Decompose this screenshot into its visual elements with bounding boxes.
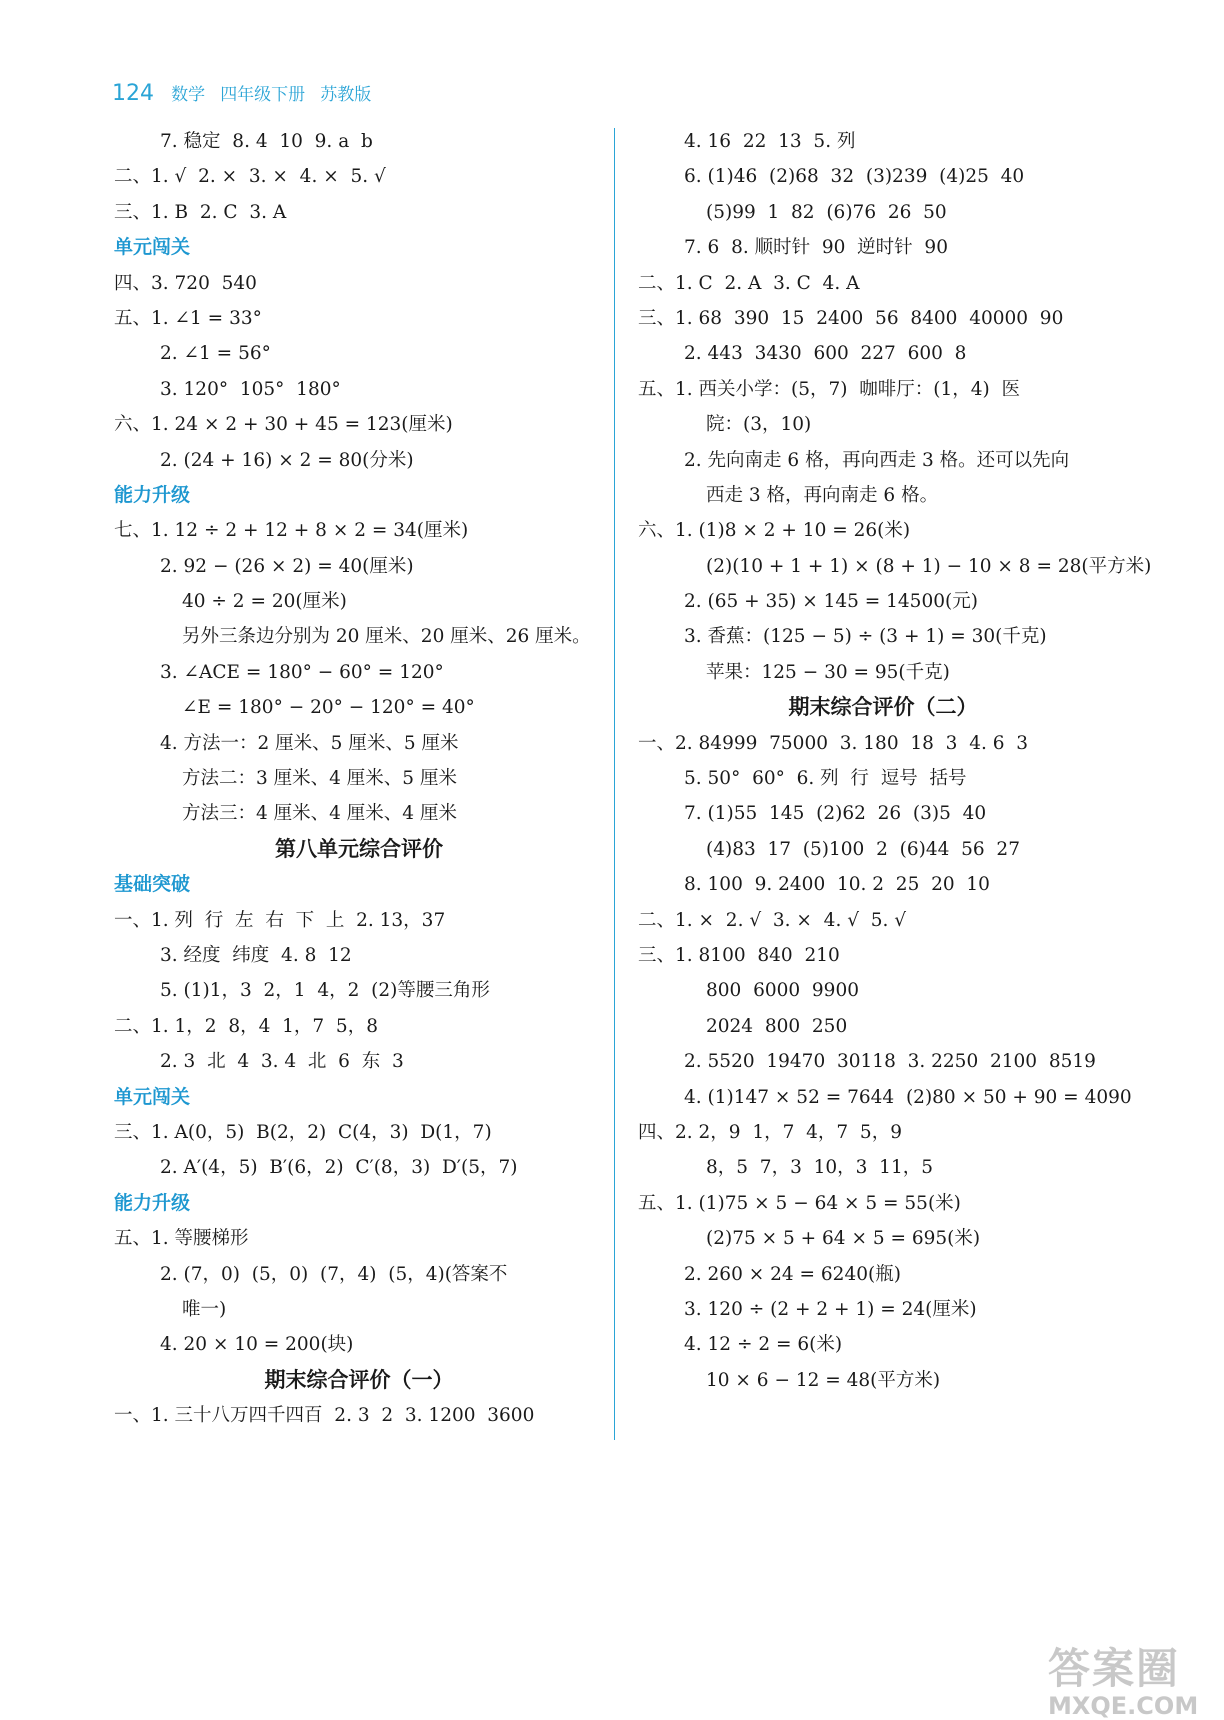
answer-line: 五、1. 等腰梯形 [114, 1228, 249, 1250]
answer-line: 2. 92 − (26 × 2) = 40(厘米) [160, 555, 414, 577]
answer-line: 7. 稳定 8. 4 10 9. a b [160, 131, 373, 152]
answer-line: 2. 260 × 24 = 6240(瓶) [684, 1263, 901, 1285]
answer-line: 7. (1)55 145 (2)62 26 (3)5 40 [684, 803, 987, 825]
answer-line: 2. A′(4，5) B′(6，2) C′(8，3) D′(5，7) [160, 1157, 518, 1179]
answer-line: 二、1. √ 2. × 3. × 4. × 5. √ [114, 166, 386, 188]
answer-line: 三、1. A(0，5) B(2，2) C(4，3) D(1，7) [114, 1121, 492, 1143]
answer-line: 4. 方法一：2 厘米、5 厘米、5 厘米 [160, 732, 459, 754]
answer-line: 2. ∠1 = 56° [160, 343, 271, 365]
answer-line: (2)(10 + 1 + 1) × (8 + 1) − 10 × 8 = 28(平方米) [706, 555, 1152, 577]
answer-line: 3. 120 ÷ (2 + 2 + 1) = 24(厘米) [684, 1298, 977, 1320]
answer-line: 三、1. B 2. C 3. A [114, 201, 287, 223]
answer-line: 6. (1)46 (2)68 32 (3)239 (4)25 40 [684, 166, 1025, 188]
page-header [112, 80, 381, 106]
answer-line: 五、1. (1)75 × 5 − 64 × 5 = 55(米) [638, 1192, 961, 1214]
answer-line: 一、1. 三十八万四千四百 2. 3 2 3. 1200 3600 [114, 1405, 535, 1427]
answer-line: 4. 20 × 10 = 200(块) [160, 1334, 354, 1356]
answer-line: 3. 香蕉：(125 − 5) ÷ (3 + 1) = 30(千克) [684, 626, 1047, 648]
answer-line: 四、3. 720 540 [114, 272, 257, 294]
answer-line: 六、1. 24 × 2 + 30 + 45 = 123(厘米) [114, 414, 453, 436]
left-column [114, 124, 604, 1433]
answer-line: 2. 5520 19470 30118 3. 2250 2100 8519 [684, 1051, 1096, 1073]
answer-line: 3. ∠ACE = 180° − 60° = 120° [160, 661, 444, 683]
answer-line: 五、1. ∠1 = 33° [114, 307, 262, 329]
answer-line: 2. (65 + 35) × 145 = 14500(元) [684, 591, 978, 613]
answer-line: 四、2. 2，9 1，7 4，7 5，9 [638, 1121, 902, 1143]
answer-line: 2024 800 250 [706, 1015, 848, 1037]
answer-line: 方法三：4 厘米、4 厘米、4 厘米 [182, 803, 457, 825]
answer-line: (2)75 × 5 + 64 × 5 = 695(米) [706, 1228, 981, 1250]
answer-line: 另外三条边分别为 20 厘米、20 厘米、26 厘米。 [182, 626, 591, 648]
right-column [638, 124, 1152, 1398]
answer-line: 4. 16 22 13 5. 列 [684, 131, 856, 152]
section-heading: 单元闯关 [114, 1085, 191, 1108]
answer-line: 院：(3，10) [706, 414, 812, 436]
watermark-logo-text: 答案圈 [1048, 1644, 1181, 1693]
answer-line: 3. 120° 105° 180° [160, 378, 341, 400]
answer-line: 二、1. 1，2 8，4 1，7 5，8 [114, 1015, 378, 1037]
section-heading: 单元闯关 [114, 236, 191, 259]
answer-line: (5)99 1 82 (6)76 26 50 [706, 201, 947, 223]
grade-label: 四年级下册 [220, 85, 306, 105]
page-number: 124 [112, 81, 154, 106]
answer-line: 二、1. × 2. √ 3. × 4. √ 5. √ [638, 909, 907, 931]
column-divider [614, 128, 615, 1440]
answer-line: 七、1. 12 ÷ 2 + 12 + 8 × 2 = 34(厘米) [114, 520, 469, 542]
answer-line: 40 ÷ 2 = 20(厘米) [182, 591, 347, 613]
answer-line: 三、1. 68 390 15 2400 56 8400 40000 90 [638, 307, 1064, 329]
answer-line: 2. 3 北 4 3. 4 北 6 东 3 [160, 1051, 404, 1073]
answer-line: 7. 6 8. 顺时针 90 逆时针 90 [684, 237, 948, 259]
chapter-title: 期末综合评价（一） [264, 1367, 454, 1392]
answer-line: 4. (1)147 × 52 = 7644 (2)80 × 50 + 90 = 4090 [684, 1086, 1132, 1108]
answer-line: 2. (7，0) (5，0) (7，4) (5，4)(答案不 [160, 1263, 508, 1285]
answer-line: 西走 3 格，再向南走 6 格。 [706, 484, 939, 506]
watermark-url: MXQE.COM [1048, 1692, 1199, 1720]
chapter-title: 期末综合评价（二） [788, 695, 978, 720]
answer-line: 二、1. C 2. A 3. C 4. A [638, 272, 860, 294]
answer-line: 4. 12 ÷ 2 = 6(米) [684, 1334, 843, 1356]
answer-line: 800 6000 9900 [706, 980, 859, 1002]
answer-line: 8，5 7，3 10，3 11，5 [706, 1157, 933, 1179]
answer-line: ∠E = 180° − 20° − 120° = 40° [182, 697, 475, 719]
section-heading: 能力升级 [114, 1191, 191, 1214]
answer-line: 六、1. (1)8 × 2 + 10 = 26(米) [638, 520, 911, 542]
answer-line: (4)83 17 (5)100 2 (6)44 56 27 [706, 838, 1020, 860]
answer-line: 一、2. 84999 75000 3. 180 18 3 4. 6 3 [638, 732, 1029, 754]
answer-line: 10 × 6 − 12 = 48(平方米) [706, 1369, 941, 1391]
section-heading: 能力升级 [114, 483, 191, 506]
answer-line: 2. 443 3430 600 227 600 8 [684, 343, 967, 365]
answer-line: 方法二：3 厘米、4 厘米、5 厘米 [182, 768, 457, 790]
subject-label: 数学 [171, 85, 206, 105]
answer-line: 五、1. 西关小学：(5，7) 咖啡厅：(1，4) 医 [638, 378, 1021, 400]
answer-line: 唯一) [182, 1298, 227, 1320]
answer-line: 8. 100 9. 2400 10. 2 25 20 10 [684, 874, 990, 896]
answer-line: 2. (24 + 16) × 2 = 80(分米) [160, 449, 414, 471]
section-heading: 基础突破 [114, 873, 191, 896]
answer-line: 5. (1)1，3 2，1 4，2 (2)等腰三角形 [160, 980, 490, 1002]
answer-line: 一、1. 列 行 左 右 下 上 2. 13，37 [114, 909, 446, 931]
answer-line: 2. 先向南走 6 格，再向西走 3 格。还可以先向 [684, 449, 1070, 471]
chapter-title: 第八单元综合评价 [275, 836, 443, 861]
answer-line: 5. 50° 60° 6. 列 行 逗号 括号 [684, 768, 967, 790]
edition-label: 苏教版 [320, 85, 372, 105]
answer-line: 3. 经度 纬度 4. 8 12 [160, 944, 352, 966]
answer-line: 三、1. 8100 840 210 [638, 944, 840, 966]
watermark [1048, 1636, 1198, 1720]
answer-line: 苹果：125 − 30 = 95(千克) [706, 661, 950, 683]
